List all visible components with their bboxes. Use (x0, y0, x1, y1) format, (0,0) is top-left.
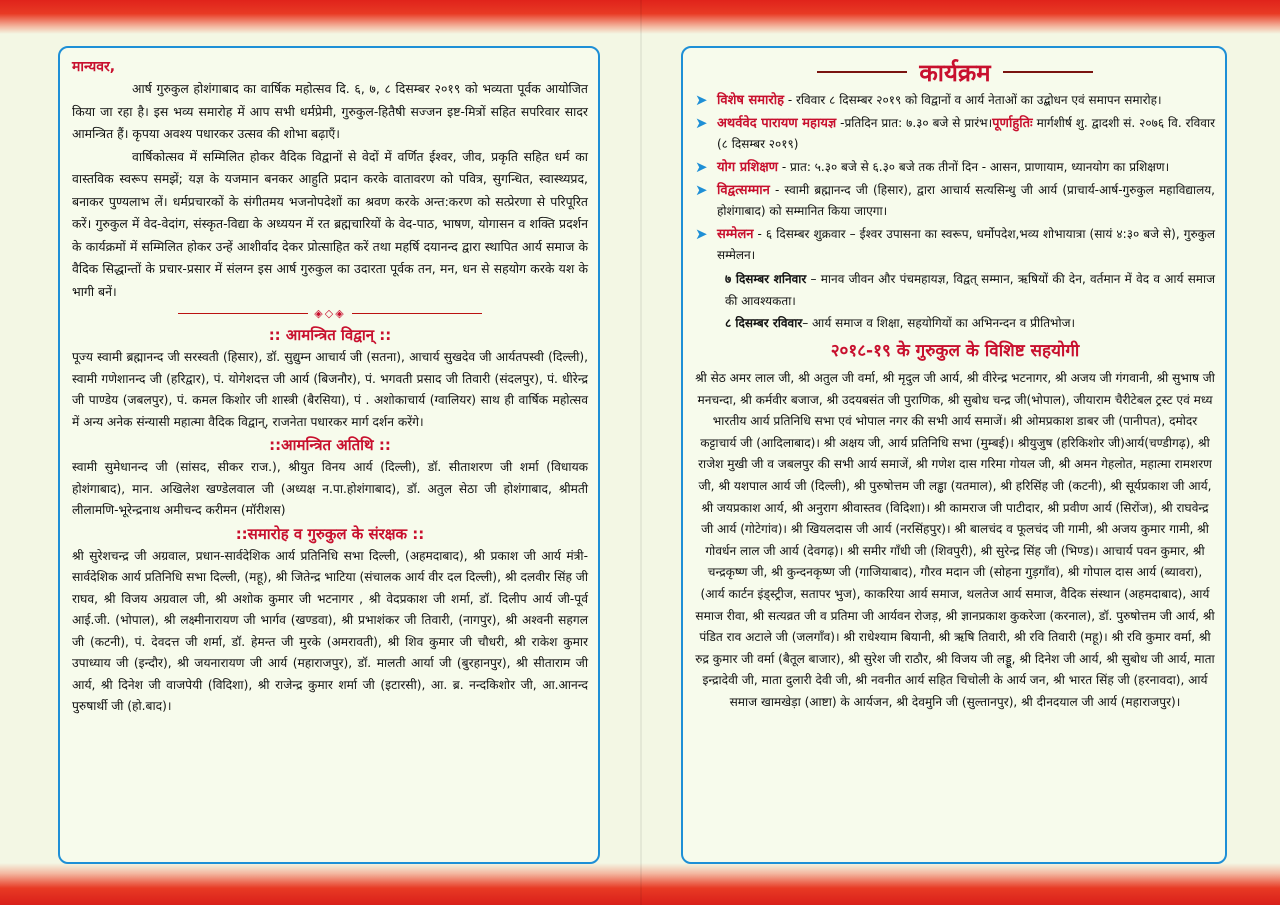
patrons-heading: ::समारोह व गुरुकुल के संरक्षक :: (235, 524, 425, 543)
invited-guests-list: स्वामी सुमेधानन्द जी (सांसद, सीकर राज.), श्रीयुत विनय आर्य (दिल्ली), डॉ. सीताशरण जी शर्मा (विधायक होशंगाबाद), मान. अखिलेश खण्डेलवाल जी (अध्यक्ष न.पा.होशंगाबाद), डॉ. अतुल सेठा जी होशंगाबाद, श्रीमती लीलामणि-भूरेन्द्रनाथ अमीचन्द करीमन (मॉरीशस) (72, 460, 588, 517)
invited-scholars-list: पूज्य स्वामी ब्रह्मानन्द जी सरस्वती (हिसार), डॉ. सुद्युम्न आचार्य जी (सतना), आचार्य सुखदेव जी आर्यतपस्वी (दिल्ली), स्वामी गणेशानन्द जी (हरिद्वार), पं. योगेशदत्त जी आर्य (बिजनौर), पं. भगवती प्रसाद जी तिवारी (संदलपुर), पं. धीरेन्द्र जी पाण्डेय (जबलपुर), पं. कमल किशोर जी शास्त्री (बैरसिया), पं . अशोकाचार्य (ग्वालियर) साथ ही वार्षिक महोत्सव में अन्य अनेक संन्यासी महात्मा वैदिक विद्वान्, राजनेता पधारकर मार्ग दर्शन करेंगे। (72, 350, 588, 429)
yoga-text: - प्रात: ५.३० बजे से ६.३० बजे तक तीनों दिन - आसन, प्राणायाम, ध्यानयोग का प्रशिक्षण। (778, 160, 1170, 174)
conference-day-2-text: – मानव जीवन और पंचमहायज्ञ, विद्वत् सम्मान, ऋषियों की देन, वर्तमान में वेद व आर्य समाज की आवश्यकता। (725, 272, 1215, 308)
invited-scholars-heading: :: आमन्त्रित विद्वान् :: (268, 326, 392, 344)
special-event-label: विशेष समारोह (717, 93, 784, 108)
program-item-yajna (695, 113, 1215, 155)
program-panel (681, 46, 1227, 864)
ornament-icon: ◈◇◈ (314, 306, 346, 320)
honour-text: - स्वामी ब्रह्मानन्द जी (हिसार), द्वारा आचार्य सत्यसिन्धु जी आर्य (प्राचार्य-आर्ष-गुरुकुल महाविद्यालय, होशंगाबाद) को सम्मानित किया जाएगा। (717, 183, 1215, 218)
intro-paragraph-2: वार्षिकोत्सव में सम्मिलित होकर वैदिक विद्वानों से वेदों में वर्णित ईश्वर, जीव, प्रकृति सहित धर्म का वास्तविक स्वरूप समझें; यज्ञ के यजमान बनकर आहुति प्रदान करके वातावरण को पवित्र, सुगन्धित, स्वास्थ्यप्रद, बनाकर पुण्यलाभ लें। धर्मप्रचारकों के संगीतमय भजनोपदेशों का श्रवण करके अन्त:करण को सत्प्रेरणा से परिपूरित करें। गुरुकुल में वेद-वेदांग, संस्कृत-विद्या के अध्ययन में रत ब्रह्मचारियों के वेद-पाठ, भाषण, योगासन व शक्ति प्रदर्शन के कार्यक्रमों में सम्मिलित होकर उन्हें आशीर्वाद देकर प्रोत्साहित करें तथा महर्षि दयानन्द द्वारा स्थापित आर्य समाज के वैदिक सिद्धान्तों के प्रचार-प्रसार में संलग्न इस आर्ष गुरुकुल का उदारता पूर्वक तन, मन, धन से सहयोग करके यश के भागी बनें। (72, 148, 588, 299)
supporters-heading: २०१८-१९ के गुरुकुल के विशिष्ट सहयोगी (830, 341, 1080, 361)
conference-text: - ६ दिसम्बर शुक्रवार – ईश्वर उपासना का स्वरूप, धर्मोपदेश,भव्य शोभायात्रा (सायं ४:३० बजे से), गुरुकुल सम्मेलन। (717, 227, 1215, 262)
conference-day-2-label: ७ दिसम्बर शनिवार (725, 272, 807, 286)
program-item-honour (695, 180, 1215, 222)
conference-day-3 (695, 312, 1215, 334)
conference-day-3-text: – आर्य समाज व शिक्षा, सहयोगियों का अभिनन्दन व प्रीतिभोज। (802, 316, 1076, 330)
purnahuti-label: पूर्णाहुतिः (992, 116, 1033, 131)
conference-day-3-label: ८ दिसम्बर रविवार (725, 316, 803, 330)
invited-guests-heading: ::आमन्त्रित अतिथि :: (269, 436, 391, 454)
program-item-special-event (695, 90, 1215, 111)
honour-label: विद्वत्सम्मान (717, 183, 770, 198)
arrow-icon: ➤ (695, 181, 708, 199)
arrow-icon: ➤ (695, 158, 708, 176)
ornament-divider (72, 305, 588, 321)
fold-line (640, 0, 642, 905)
conference-day-2 (695, 268, 1215, 312)
patrons-list: श्री सुरेशचन्द्र जी अग्रवाल, प्रधान-सार्वदेशिक आर्य प्रतिनिधि सभा दिल्ली, (अहमदाबाद), श्री प्रकाश जी आर्य मंत्री-सार्वदेशिक आर्य प्रतिनिधि सभा दिल्ली, (महू), श्री जितेन्द्र भाटिया (संचालक आर्य वीर दल दिल्ली), श्री दलवीर सिंह जी राघव, श्री विजय अग्रवाल जी, श्री अशोक कुमार जी भटनागर , श्री वेदप्रकाश जी शर्मा, डॉ. दिलीप आर्य जी-पूर्व आई.जी. (भोपाल), श्री लक्ष्मीनारायण जी भार्गव (खण्डवा), श्री प्रभाशंकर जी तिवारी, (नागपुर), श्री अश्वनी सहगल जी (कटनी), पं. देवदत्त जी शर्मा, डॉ. हेमन्त जी मुरके (अमरावती), श्री शिव कुमार जी चौधरी, श्री राकेश कुमार उपाध्याय जी (इन्दौर), श्री जयनारायण जी आर्य (महाराजपुर), डॉ. मालती आर्या जी (बुरहानपुर), श्री सीताराम जी आर्य, श्री दिनेश जी वाजपेयी (विदिशा), श्री राजेन्द्र कुमार शर्मा जी (इटारसी), आ. ब्र. नन्दकिशोर जी, आ.आनन्द पुरुषार्थी जी (हो.बाद)। (72, 548, 588, 713)
supporters-list: श्री सेठ अमर लाल जी, श्री अतुल जी वर्मा, श्री मृदुल जी आर्य, श्री वीरेन्द्र भटनागर, श्री अजय जी गंगवानी, श्री सुभाष जी मनचन्दा, श्री कर्मवीर बजाज, श्री उदयबसंत जी पुराणिक, श्री सुबोध चन्द्र जी(भोपाल), जीयाराम चैरीटेबल ट्रस्ट एवं मध्य भारतीय आर्य प्रतिनिधि सभा एवं भोपाल नगर की सभी आर्य समाजें। श्री ओमप्रकाश डाबर जी (पानीपत), दमोदर कट्टाचार्य जी (आदिलाबाद)। श्री अक्षय जी, आर्य प्रतिनिधि सभा (मुम्बई)। श्रीयुजुष (हरिकिशोर जी)आर्य(चण्डीगढ़), श्री राजेश मुखी जी व जबलपुर की सभी आर्य समाजें, श्री गणेश दास गरिमा गोयल जी, श्री अमन गेहलोत, महात्मा रामशरण जी, श्री यशपाल आर्य जी (दिल्ली), श्री पुरुषोत्तम जी लड्ढा (यतमाल), श्री हरिसिंह जी (कटनी), श्री सूर्यप्रकाश जी आर्य, श्री जयप्रकाश आर्य, श्री अनुराग श्रीवास्तव (विदिशा)। श्री कामराज जी पाटीदार, श्री प्रवीण आर्य (सिरोंज), श्री राघवेन्द्र जी आर्य (गोटेगांव)। श्री खियलदास जी आर्य (नरसिंहपुर)। श्री बालचंद व फूलचंद जी गामी, श्री अजय कुमार गामी, श्री गोवर्धन लाल जी आर्य (देवगढ़)। श्री समीर गाँधी जी (शिवपुरी), श्री सुरेन्द्र सिंह जी (भिण्ड)। आचार्य पवन कुमार, श्री चन्द्रकृष्ण जी, श्री कुन्दनकृष्ण जी (गाजियाबाद), गौरव मदान जी (सोहना गुड़गाँव), श्री गोपाल दास आर्य (ब्यावरा), (आर्य कार्टन इंड्स्ट्रीज, सतापर भुज), काकरिया आर्य समाज, थलतेज आर्य समाज, वैदिक संस्थान (अहमदाबाद), आर्य समाज रीवा, श्री सत्यव्रत जी व प्रतिमा जी आर्यवन रोजड़, श्री ज्ञानप्रकाश कुकरेजा (करनाल), डॉ. पुरुषोत्तम जी आर्य, श्री पंडित राव अटाले जी (जलगाँव)। श्री राधेश्याम बियानी, श्री ऋषि तिवारी, श्री रवि तिवारी (महू)। श्री रवि कुमार वर्मा, श्री रुद्र कुमार जी वर्मा (बैतूल बाजार), श्री सुरेश जी राठौर, श्री विजय जी लड्डू, श्री दिनेश जी आर्य, श्री सुबोध जी आर्य, माता इन्द्रादेवी जी, माता दुलारी देवी जी, श्री नवनीत आर्य सहित चिचोली के आर्य जन, श्री भारत सिंह जी (हरनावदा), आर्य समाज खामखेड़ा (आष्टा) के आर्यजन, श्री देवमुनि जी (सुल्तानपुर), श्री दीनदयाल जी आर्य (महाराजपुर)। (695, 371, 1215, 709)
program-header (695, 54, 1215, 90)
arrow-icon: ➤ (695, 114, 708, 132)
invitation-panel (58, 46, 600, 864)
program-item-yoga (695, 157, 1215, 178)
arrow-icon: ➤ (695, 91, 708, 109)
yajna-text: -प्रतिदिन प्रात: ७.३० बजे से प्रारंभ। (836, 116, 993, 130)
conference-label: सम्मेलन (717, 227, 754, 242)
special-event-text: - रविवार ८ दिसम्बर २०१९ को विद्वानों व आर्य नेताओं का उद्बोधन एवं समापन समारोह। (784, 93, 1162, 107)
purnahuti-text: मार्गशीर्ष शु. द्वादशी सं. २०७६ वि. रविवार (८ दिसम्बर २०१९) (717, 116, 1215, 151)
yajna-label: अथर्ववेद पारायण महायज्ञ (717, 116, 837, 131)
intro-paragraph-1: आर्ष गुरुकुल होशंगाबाद का वार्षिक महोत्सव दि. ६, ७, ८ दिसम्बर २०१९ को भव्यता पूर्वक आयोजित किया जा रहा है। इस भव्य समारोह में आप सभी धर्मप्रेमी, गुरुकुल-हितैषी सज्जन इष्ट-मित्रों सहित सपरिवार सादर आमन्त्रित हैं। कृपया अवश्य पधारकर उत्सव की शोभा बढ़ाएँ। (72, 81, 588, 141)
salutation: मान्यवर, (72, 59, 116, 75)
program-item-conference (695, 224, 1215, 266)
program-title: कार्यक्रम (919, 58, 991, 87)
arrow-icon: ➤ (695, 225, 708, 243)
yoga-label: योग प्रशिक्षण (717, 160, 779, 175)
